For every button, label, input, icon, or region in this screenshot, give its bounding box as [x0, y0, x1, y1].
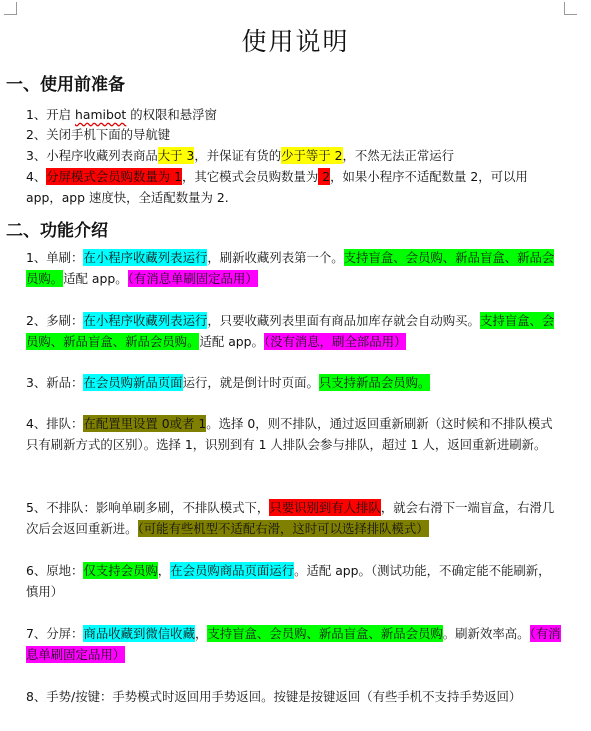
highlight-red: 分屏模式会员购数量为 1 — [46, 169, 183, 184]
text-segment: ，其它模式会员购数量为 — [182, 169, 319, 184]
text-segment: 适配 app。 — [63, 271, 128, 287]
document-title: 使用说明 — [241, 27, 350, 56]
text-segment: ，就会右滑下一端盲盒，右滑几次后会返回重新进。 — [26, 500, 555, 537]
highlight-red: 只要识别到有人排队 — [269, 500, 381, 515]
text-segment: ，只要收藏列表里面有商品加库存就会自动购买。 — [207, 313, 480, 328]
highlight-green: 只支持新品会员购。 — [318, 375, 431, 390]
highlight-cyan: 在会员购新品页面 — [83, 375, 183, 390]
prep-item-2: 2、关闭手机下面的导航键 — [26, 127, 171, 142]
text-segment: 4、排队： — [26, 416, 84, 431]
text-segment: 1、单刷： — [26, 250, 84, 265]
text-segment: ，如果小程序不适配数量 2，可以用 app，app 速度快，全适配数量为 2. — [26, 169, 528, 206]
text-segment: ，并保证有货的 — [194, 148, 282, 163]
text-segment: 3、小程序收藏列表商品 — [26, 148, 158, 163]
text-segment: 7、分屏： — [26, 626, 84, 641]
highlight-green: 仅支持会员购 — [83, 563, 158, 578]
highlight-green: 支持盲盒、会员购、新品盲盒、新品会员购。 — [26, 313, 555, 350]
text-segment: 。适配 app。（测试功能，不确定能不能刷新，慎用） — [26, 563, 551, 600]
prep-item-4 — [26, 166, 561, 209]
feature-item-4 — [26, 413, 561, 456]
text-segment: 。刷新效率高。 — [442, 626, 530, 641]
highlight-cyan: 在小程序收藏列表运行 — [83, 250, 208, 265]
section-heading-preparation: 一、使用前准备 — [6, 75, 125, 95]
feature-item-5 — [26, 497, 561, 540]
text-segment: ，刷新收藏列表第一个。 — [207, 250, 344, 265]
highlight-green: 支持盲盒、会员购、新品盲盒、新品会员购。 — [26, 250, 555, 287]
text-segment: 运行，就是倒计时页面。 — [182, 375, 319, 390]
text-segment: 适配 app。 — [199, 334, 264, 350]
text-segment: 1、开启 — [26, 107, 75, 122]
highlight-cyan: 商品收藏到微信收藏 — [83, 626, 195, 641]
feature-item-2 — [26, 310, 561, 353]
text-segment: 5、不排队：影响单刷多刷，不排队模式下， — [26, 500, 270, 515]
text-segment: ， — [194, 626, 208, 641]
feature-item-7 — [26, 623, 561, 666]
page-corner-mark-right — [564, 2, 577, 15]
text-segment: ，不然无法正常运行 — [342, 148, 455, 163]
text-segment: 4、 — [26, 169, 47, 184]
text-segment: 。选择 0，则不排队，通过返回重新刷新（这时候和不排队模式只有刷新方式的区别）。选择 1，识别到有 1 人排队会参与排队，超过 1 人，返回重新进刷新。 — [26, 416, 553, 453]
highlight-green: 支持盲盒、会员购、新品盲盒、新品会员购 — [207, 626, 443, 641]
highlight-magenta: （有消息单刷固定品用） — [26, 626, 561, 663]
feature-item-8: 8、手势/按键：手势模式时返回用手势返回。按键是按键返回（有些手机不支持手势返回） — [26, 689, 522, 704]
prep-item-3 — [26, 145, 561, 166]
highlight-yellow: 少于等于 2 — [281, 148, 343, 163]
highlight-olive: （可能有些机型不适配右滑，这时可以选择排队模式） — [137, 521, 429, 537]
highlight-red: 2 — [318, 169, 331, 184]
text-segment: 2、多刷： — [26, 313, 84, 328]
feature-item-1 — [26, 247, 561, 290]
highlight-yellow: 大于 3 — [157, 148, 195, 163]
section-heading-features: 二、功能介绍 — [6, 221, 108, 241]
highlight-cyan: 在会员购商品页面运行 — [170, 563, 295, 578]
feature-item-6 — [26, 560, 561, 603]
text-segment: 6、原地： — [26, 563, 84, 578]
highlight-olive: 在配置里设置 0或者 1 — [83, 416, 207, 431]
highlight-magenta: （有消息单刷固定品用） — [127, 271, 258, 287]
page-corner-mark-left — [4, 2, 17, 15]
text-segment: 3、新品： — [26, 375, 84, 390]
text-segment: 的权限和悬浮窗 — [126, 107, 217, 122]
prep-item-1 — [26, 104, 561, 125]
text-segment: ， — [157, 563, 171, 578]
highlight-magenta: （没有消息，刷全部品用） — [263, 334, 407, 350]
feature-item-3 — [26, 372, 561, 393]
hamibot-misspelled-word: hamibot — [75, 107, 127, 122]
highlight-cyan: 在小程序收藏列表运行 — [83, 313, 208, 328]
